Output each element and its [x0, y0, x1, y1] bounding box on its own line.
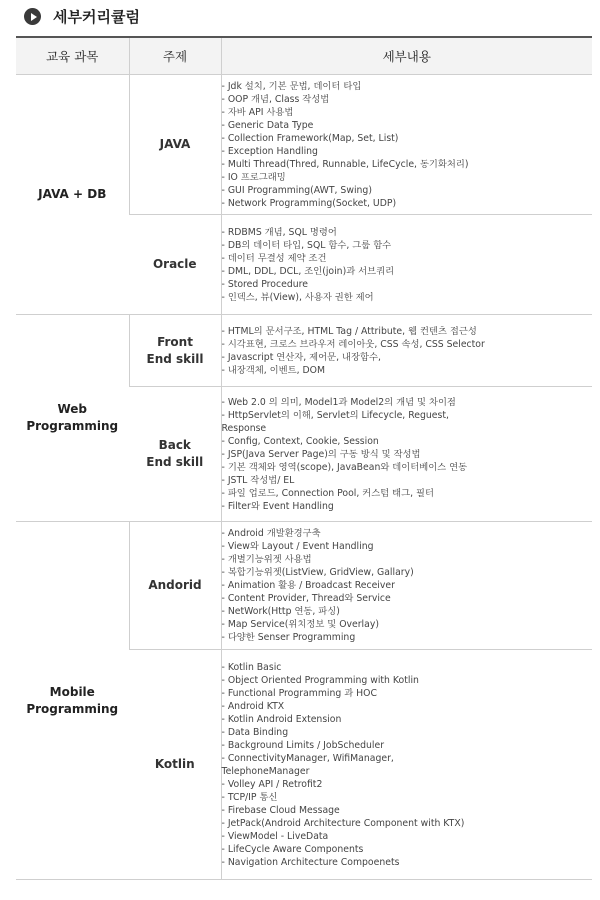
- topic-cell: [129, 315, 221, 387]
- detail-item: - Exception Handling: [222, 145, 593, 158]
- table-row: [16, 315, 592, 387]
- detail-item: - 인덱스, 뷰(View), 사용자 권한 제어: [222, 291, 593, 304]
- detail-item: - IO 프로그래밍: [222, 171, 593, 184]
- detail-list: [222, 527, 593, 644]
- detail-item: - GUI Programming(AWT, Swing): [222, 184, 593, 197]
- detail-item: - 내장객체, 이벤트, DOM: [222, 364, 593, 377]
- detail-item: - JSP(Java Server Page)의 구동 방식 및 작성법: [222, 448, 593, 461]
- detail-item: - Stored Procedure: [222, 278, 593, 291]
- detail-item: - Navigation Architecture Compoenets: [222, 856, 593, 869]
- section-heading: [24, 6, 140, 27]
- detail-cell: [221, 522, 592, 650]
- detail-cell: [221, 75, 592, 215]
- detail-item: - Jdk 설치, 기본 문법, 데이터 타입: [222, 80, 593, 93]
- detail-item: - TCP/IP 통신: [222, 791, 593, 804]
- detail-item: - Filter와 Event Handling: [222, 500, 593, 513]
- detail-item: - Background Limits / JobScheduler: [222, 739, 593, 752]
- detail-item: - Web 2.0 의 의미, Model1과 Model2의 개념 및 차이점: [222, 396, 593, 409]
- detail-cell: [221, 315, 592, 387]
- detail-item: - 다양한 Senser Programming: [222, 631, 593, 644]
- detail-item: - 데이터 무결성 제약 조건: [222, 252, 593, 265]
- topic-cell: [129, 75, 221, 215]
- detail-item: - 시각표현, 크로스 브라우저 레이아웃, CSS 속성, CSS Selector: [222, 338, 593, 351]
- detail-item: - Firebase Cloud Message: [222, 804, 593, 817]
- detail-item: - OOP 개념, Class 작성법: [222, 93, 593, 106]
- detail-list: [222, 396, 593, 513]
- topic-name: Front End skill: [146, 334, 204, 366]
- detail-item: - 기본 객체와 영역(scope), JavaBean와 데이터베이스 연동: [222, 461, 593, 474]
- detail-item: - HTML의 문서구조, HTML Tag / Attribute, 웹 컨텐츠 접근성: [222, 325, 593, 338]
- course-cell: [16, 75, 129, 315]
- detail-item: - Object Oriented Programming with Kotlin: [222, 674, 593, 687]
- detail-cell: [221, 387, 592, 522]
- topic-cell: [129, 522, 221, 650]
- topic-name: Andorid: [148, 578, 202, 592]
- detail-item: - Animation 활용 / Broadcast Receiver: [222, 579, 593, 592]
- detail-item: - RDBMS 개념, SQL 명령어: [222, 226, 593, 239]
- detail-item: - Config, Context, Cookie, Session: [222, 435, 593, 448]
- detail-item: - View와 Layout / Event Handling: [222, 540, 593, 553]
- detail-item: - Content Provider, Thread와 Service: [222, 592, 593, 605]
- detail-item: - DB의 데이터 타입, SQL 함수, 그룹 함수: [222, 239, 593, 252]
- detail-item: - Kotlin Basic: [222, 661, 593, 674]
- detail-list: [222, 226, 593, 304]
- detail-list: [222, 325, 593, 377]
- detail-item: - 자바 API 사용법: [222, 106, 593, 119]
- detail-item: - ConnectivityManager, WifiManager, TelephoneManager: [222, 752, 593, 778]
- table-row: [16, 75, 592, 215]
- course-name: Web Programming: [26, 402, 119, 433]
- detail-item: - Volley API / Retrofit2: [222, 778, 593, 791]
- detail-item: - Android 개발환경구축: [222, 527, 593, 540]
- detail-list: [222, 661, 593, 869]
- detail-item: - JetPack(Android Architecture Component with KTX): [222, 817, 593, 830]
- course-cell: [16, 522, 129, 880]
- course-name: Mobile Programming: [26, 684, 119, 716]
- topic-name: Kotlin: [154, 757, 195, 771]
- topic-cell: [129, 387, 221, 522]
- course-name: JAVA + DB: [38, 187, 107, 201]
- table-row: [16, 522, 592, 650]
- detail-cell: [221, 215, 592, 315]
- detail-item: - DML, DDL, DCL, 조인(join)과 서브쿼리: [222, 265, 593, 278]
- detail-item: - Multi Thread(Thred, Runnable, LifeCycle, 동기화처리): [222, 158, 593, 171]
- circle-arrow-icon: [24, 8, 41, 25]
- detail-item: - Generic Data Type: [222, 119, 593, 132]
- detail-item: - NetWork(Http 연동, 파싱): [222, 605, 593, 618]
- detail-item: - LifeCycle Aware Components: [222, 843, 593, 856]
- course-cell: [16, 315, 129, 522]
- detail-item: - Functional Programming 과 HOC: [222, 687, 593, 700]
- detail-item: - Kotlin Android Extension: [222, 713, 593, 726]
- detail-item: - JSTL 작성법/ EL: [222, 474, 593, 487]
- detail-item: - Data Binding: [222, 726, 593, 739]
- topic-name: Back End skill: [146, 438, 204, 469]
- header-course: 교육 과목: [16, 37, 129, 75]
- table-body: [16, 75, 592, 880]
- topic-cell: [129, 215, 221, 315]
- detail-item: - Android KTX: [222, 700, 593, 713]
- detail-item: - Collection Framework(Map, Set, List): [222, 132, 593, 145]
- curriculum-table: [16, 36, 592, 880]
- table-header-row: [16, 37, 592, 75]
- detail-item: - HttpServlet의 이해, Servlet의 Lifecycle, Reguest, Response: [222, 409, 593, 435]
- detail-item: - Network Programming(Socket, UDP): [222, 197, 593, 210]
- detail-item: - Map Service(위치정보 및 Overlay): [222, 618, 593, 631]
- detail-item: - 복합기능위젯(ListView, GridView, Gallary): [222, 566, 593, 579]
- detail-item: - 개별기능위젯 사용법: [222, 553, 593, 566]
- detail-item: - 파일 업로드, Connection Pool, 커스텀 태그, 필터: [222, 487, 593, 500]
- topic-name: JAVA: [159, 137, 191, 151]
- detail-list: [222, 80, 593, 210]
- topic-name: Oracle: [152, 257, 197, 271]
- header-topic: 주제: [129, 37, 221, 75]
- detail-item: - ViewModel - LiveData: [222, 830, 593, 843]
- detail-item: - Javascript 연산자, 제어문, 내장함수,: [222, 351, 593, 364]
- detail-cell: [221, 650, 592, 880]
- header-detail: 세부내용: [221, 37, 592, 75]
- topic-cell: [129, 650, 221, 880]
- section-title: 세부커리큘럼: [53, 8, 140, 26]
